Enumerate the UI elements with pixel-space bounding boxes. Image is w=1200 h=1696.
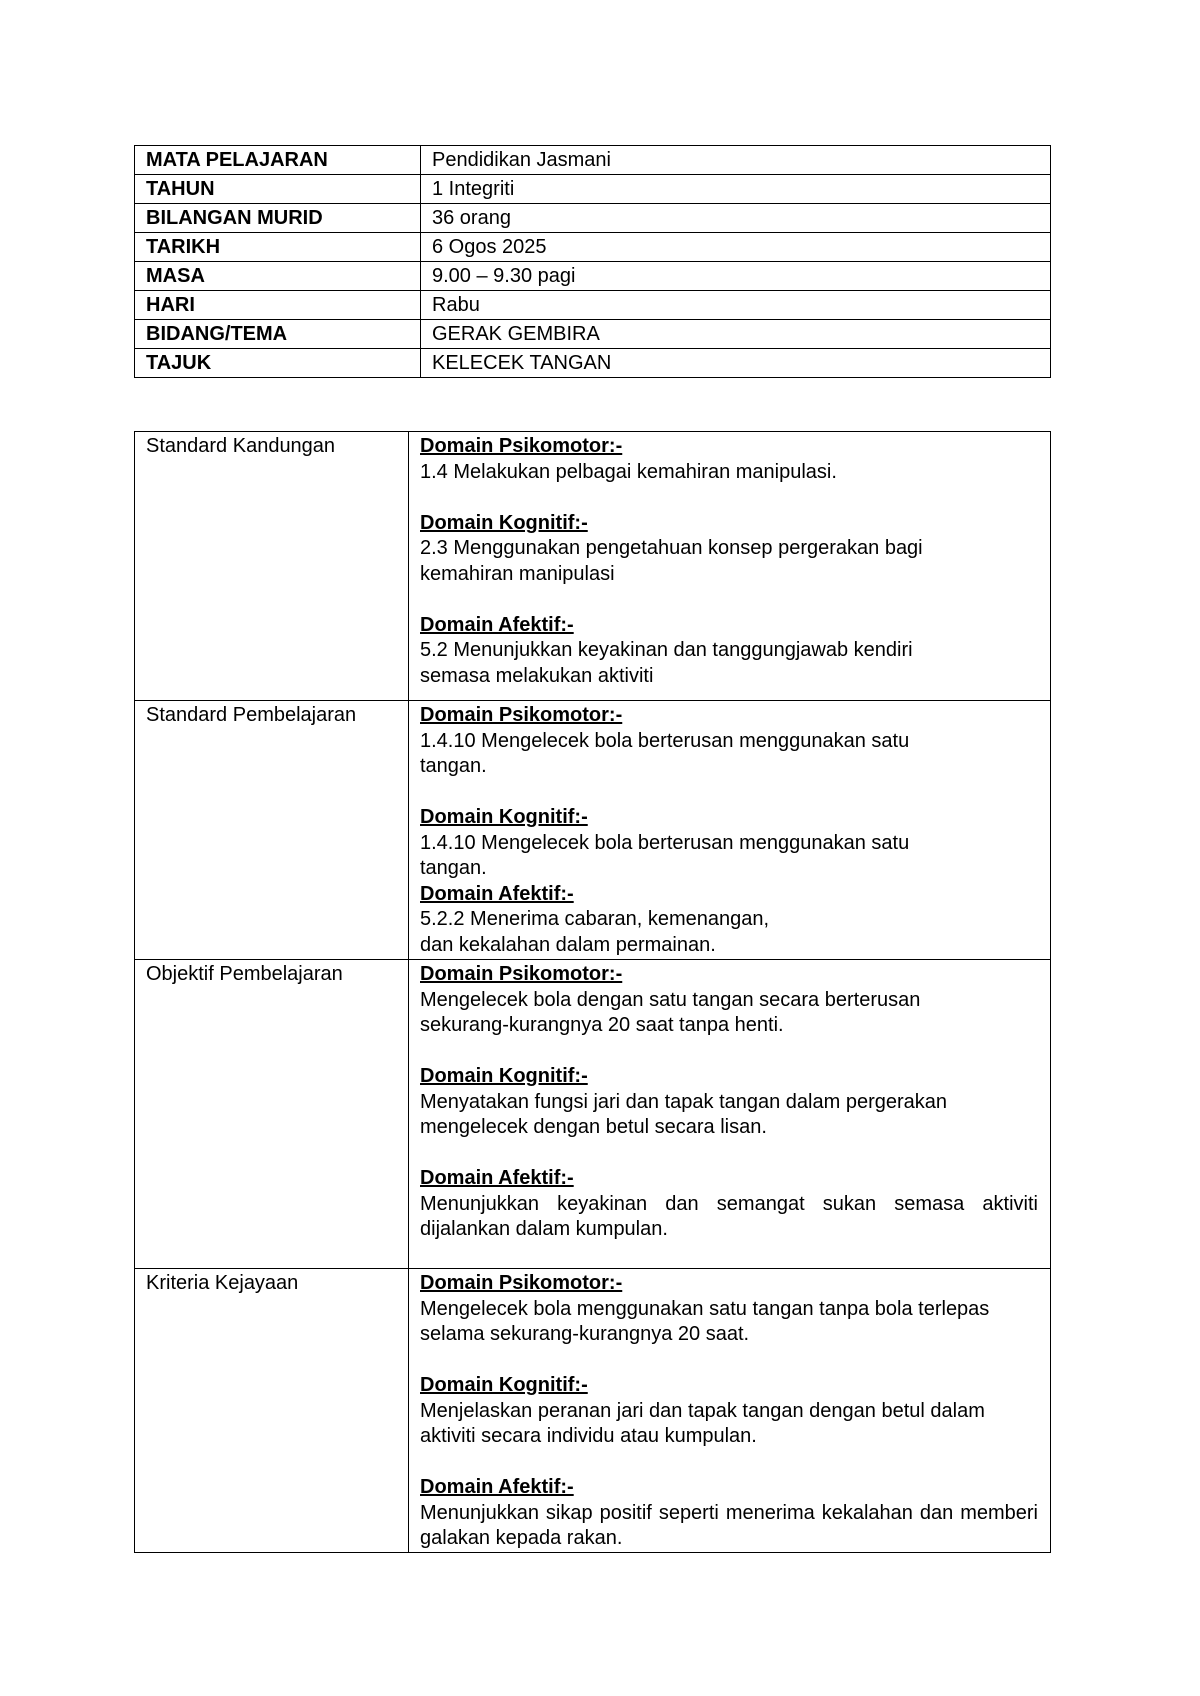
domain-text: Menunjukkan keyakinan dan semangat sukan semasa aktiviti dijalankan dalam kumpulan. bbox=[420, 1192, 1038, 1240]
info-value: Pendidikan Jasmani bbox=[421, 146, 1051, 175]
info-row bbox=[135, 146, 1051, 175]
info-row bbox=[135, 175, 1051, 204]
domain-text: Menjelaskan peranan jari dan tapak tangan dengan betul dalam aktiviti secara individu atau kumpulan. bbox=[420, 1399, 985, 1447]
domain-text: Menyatakan fungsi jari dan tapak tangan dalam pergerakan mengelecek dengan betul secara lisan. bbox=[420, 1090, 948, 1138]
domain-heading: Domain Afektif:- bbox=[420, 1167, 574, 1189]
domain-heading: Domain Kognitif:- bbox=[420, 1374, 588, 1396]
domain-text: 1.4 Melakukan pelbagai kemahiran manipulasi. bbox=[420, 460, 837, 483]
domain-text: 5.2 Menunjukkan keyakinan dan tanggungjawab kendiri semasa melakukan aktiviti bbox=[420, 639, 913, 687]
info-value: 6 Ogos 2025 bbox=[421, 233, 1051, 262]
info-row bbox=[135, 291, 1051, 320]
standards-row bbox=[135, 432, 1051, 701]
info-label: TAHUN bbox=[135, 175, 421, 204]
section-label: Kriteria Kejayaan bbox=[135, 1269, 409, 1553]
standards-row bbox=[135, 701, 1051, 960]
info-row bbox=[135, 320, 1051, 349]
section-content bbox=[409, 960, 1051, 1269]
domain-heading: Domain Afektif:- bbox=[420, 882, 574, 905]
info-row bbox=[135, 349, 1051, 378]
domain-heading: Domain Psikomotor:- bbox=[420, 1272, 623, 1294]
info-value: Rabu bbox=[421, 291, 1051, 320]
section-label: Standard Kandungan bbox=[135, 432, 409, 701]
domain-heading: Domain Kognitif:- bbox=[420, 1065, 588, 1087]
domain-heading: Domain Psikomotor:- bbox=[420, 704, 623, 726]
info-value: KELECEK TANGAN bbox=[421, 349, 1051, 378]
lesson-standards-table bbox=[134, 431, 1051, 1553]
domain-text: dan kekalahan dalam permainan. bbox=[420, 933, 716, 956]
info-label: TARIKH bbox=[135, 233, 421, 262]
info-row bbox=[135, 204, 1051, 233]
section-label: Standard Pembelajaran bbox=[135, 701, 409, 960]
info-label: BIDANG/TEMA bbox=[135, 320, 421, 349]
domain-text: Menunjukkan sikap positif seperti menerima kekalahan dan memberi galakan kepada rakan. bbox=[420, 1501, 1038, 1549]
info-value: 1 Integriti bbox=[421, 175, 1051, 204]
domain-heading: Domain Kognitif:- bbox=[420, 806, 588, 828]
info-value: GERAK GEMBIRA bbox=[421, 320, 1051, 349]
info-label: HARI bbox=[135, 291, 421, 320]
domain-text: 1.4.10 Mengelecek bola berterusan menggunakan satu tangan. bbox=[420, 729, 910, 777]
domain-text: 5.2.2 Menerima cabaran, kemenangan, bbox=[420, 908, 770, 930]
domain-text: Mengelecek bola menggunakan satu tangan tanpa bola terlepas selama sekurang-kurangnya 20 saat. bbox=[420, 1297, 990, 1345]
section-content bbox=[409, 1269, 1051, 1553]
section-label: Objektif Pembelajaran bbox=[135, 960, 409, 1269]
section-content bbox=[409, 701, 1051, 960]
standards-row bbox=[135, 1269, 1051, 1553]
standards-row bbox=[135, 960, 1051, 1269]
domain-text: Mengelecek bola dengan satu tangan secara berterusan sekurang-kurangnya 20 saat tanpa henti. bbox=[420, 988, 921, 1036]
domain-text: 1.4.10 Mengelecek bola berterusan menggunakan satu tangan. bbox=[420, 831, 910, 879]
info-label: TAJUK bbox=[135, 349, 421, 378]
domain-heading: Domain Afektif:- bbox=[420, 613, 574, 636]
info-label: MASA bbox=[135, 262, 421, 291]
info-row bbox=[135, 262, 1051, 291]
info-label: BILANGAN MURID bbox=[135, 204, 421, 233]
domain-heading: Domain Psikomotor:- bbox=[420, 435, 623, 457]
domain-heading: Domain Psikomotor:- bbox=[420, 963, 623, 985]
info-value: 36 orang bbox=[421, 204, 1051, 233]
lesson-info-table bbox=[134, 145, 1051, 378]
info-row bbox=[135, 233, 1051, 262]
section-content bbox=[409, 432, 1051, 701]
info-label: MATA PELAJARAN bbox=[135, 146, 421, 175]
domain-heading: Domain Afektif:- bbox=[420, 1476, 574, 1498]
domain-heading: Domain Kognitif:- bbox=[420, 511, 588, 534]
domain-text: 2.3 Menggunakan pengetahuan konsep pergerakan bagi kemahiran manipulasi bbox=[420, 537, 923, 585]
info-value: 9.00 – 9.30 pagi bbox=[421, 262, 1051, 291]
